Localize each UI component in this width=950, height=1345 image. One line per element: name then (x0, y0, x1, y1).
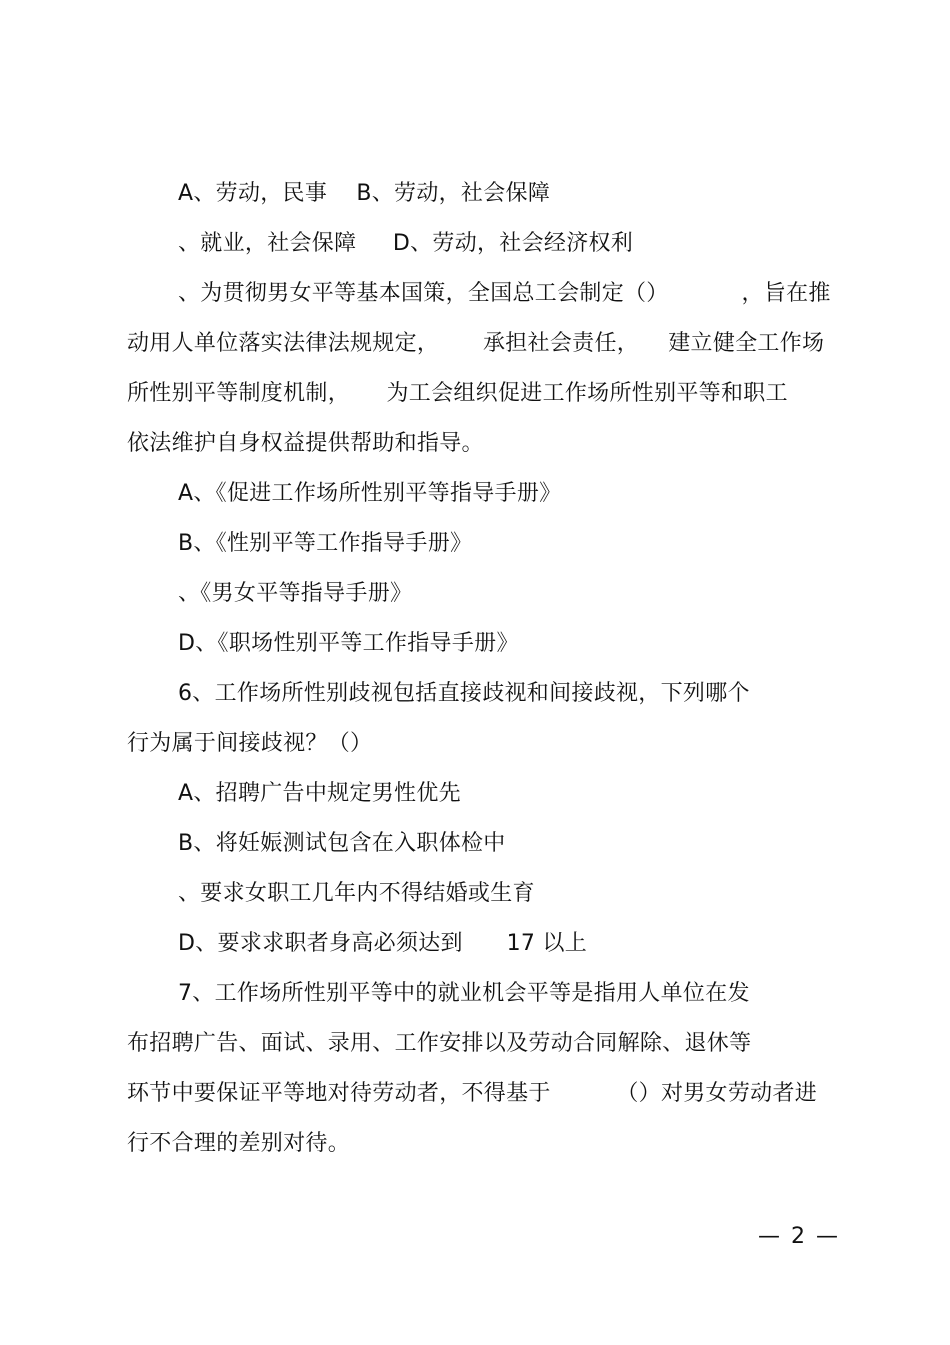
option-line: D、要求求职者身高必须达到 17 以上 (178, 931, 588, 956)
option-line: A、劳动，民事 B、劳动，社会保障 (178, 181, 551, 206)
question-line: 6、工作场所性别歧视包括直接歧视和间接歧视，下列哪个 (178, 681, 750, 706)
question-line: 布招聘广告、面试、录用、工作安排以及劳动合同解除、退休等 (127, 1031, 752, 1056)
option-line: D、《职场性别平等工作指导手册》 (178, 631, 519, 656)
option-line: A、《促进工作场所性别平等指导手册》 (178, 481, 562, 506)
option-line: A、招聘广告中规定男性优先 (178, 781, 461, 806)
option-line: 、就业，社会保障 D、劳动，社会经济权利 (178, 231, 634, 256)
question-line: 环节中要保证平等地对待劳动者，不得基于 （）对男女劳动者进 (127, 1081, 818, 1106)
question-line: 所性别平等制度机制， 为工会组织促进工作场所性别平等和职工 (127, 381, 788, 406)
question-line: 依法维护自身权益提供帮助和指导。 (127, 431, 484, 456)
option-line: B、将妊娠测试包含在入职体检中 (178, 831, 506, 856)
question-line: 动用人单位落实法律法规规定， 承担社会责任， 建立健全工作场 (127, 331, 825, 356)
question-line: 、为贯彻男女平等基本国策，全国总工会制定（） ，旨在推 (178, 281, 831, 306)
option-line: 、要求女职工几年内不得结婚或生育 (178, 881, 535, 906)
page-number: — 2 — (758, 1224, 840, 1249)
question-line: 7、工作场所性别平等中的就业机会平等是指用人单位在发 (178, 981, 750, 1006)
option-line: B、《性别平等工作指导手册》 (178, 531, 473, 556)
option-line: 、《男女平等指导手册》 (178, 581, 413, 606)
question-line: 行不合理的差别对待。 (127, 1131, 351, 1156)
question-line: 行为属于间接歧视？（） (127, 731, 373, 756)
